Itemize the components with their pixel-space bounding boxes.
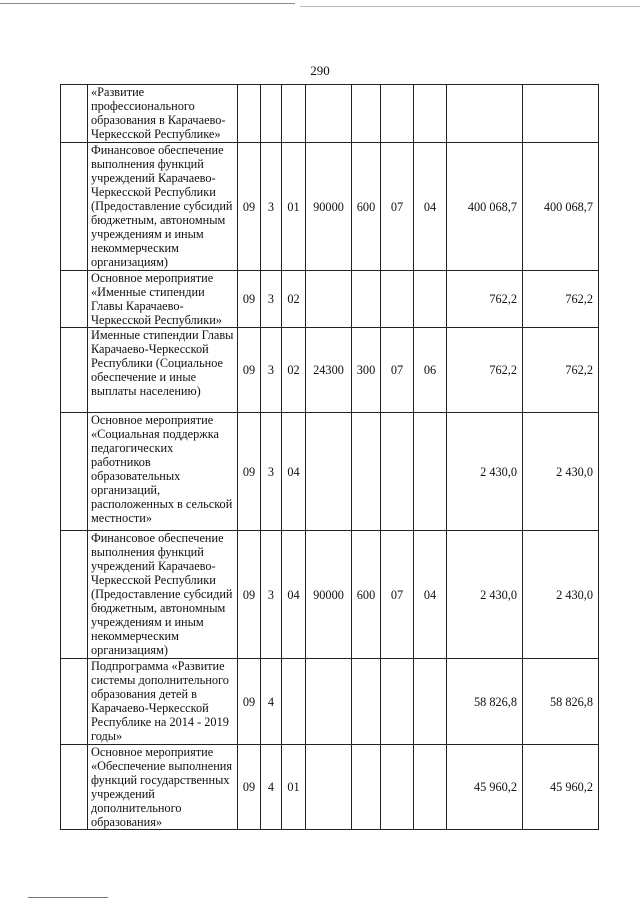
blank-cell xyxy=(61,413,88,531)
table-row xyxy=(61,271,599,328)
row-name-cell: Основное мероприятие «Именные стипендии Главы Карачаево-Черкесской Республики» xyxy=(88,271,238,328)
section-cell: 09 xyxy=(238,745,261,830)
section-cell: 09 xyxy=(238,328,261,413)
subsection-cell: 4 xyxy=(261,659,282,745)
subsection-cell: 3 xyxy=(261,531,282,659)
target-article-cell xyxy=(306,745,352,830)
table-row xyxy=(61,659,599,745)
blank-cell xyxy=(61,531,88,659)
program-cell: 04 xyxy=(282,531,306,659)
division-cell xyxy=(381,85,414,143)
row-name-cell: Именные стипендии Главы Карачаево-Черкесской Республики (Социальное обеспечение и иные выплаты населению) xyxy=(88,328,238,413)
expense-type-cell xyxy=(352,659,381,745)
expense-type-cell xyxy=(352,85,381,143)
amount-cell: 45 960,2 xyxy=(523,745,599,830)
amount-cell: 58 826,8 xyxy=(447,659,523,745)
target-article-cell xyxy=(306,85,352,143)
division-cell xyxy=(381,271,414,328)
expense-type-cell xyxy=(352,271,381,328)
target-article-cell: 90000 xyxy=(306,531,352,659)
division-cell xyxy=(381,413,414,531)
expense-type-cell xyxy=(352,745,381,830)
amount-cell: 58 826,8 xyxy=(523,659,599,745)
scan-edge-line xyxy=(0,3,295,4)
section-cell: 09 xyxy=(238,659,261,745)
amount-cell: 762,2 xyxy=(523,271,599,328)
blank-cell xyxy=(61,143,88,271)
division-cell xyxy=(381,659,414,745)
table-row xyxy=(61,85,599,143)
section-cell: 09 xyxy=(238,271,261,328)
amount-cell: 45 960,2 xyxy=(447,745,523,830)
subdivision-cell xyxy=(414,271,447,328)
subdivision-cell: 04 xyxy=(414,143,447,271)
blank-cell xyxy=(61,85,88,143)
row-name-cell: Финансовое обеспечение выполнения функций учреждений Карачаево-Черкесской Республики (Предоставление субсидий бюджетным, автономным учреждениям и иным некоммерческим организациям) xyxy=(88,143,238,271)
table-row xyxy=(61,143,599,271)
amount-cell: 762,2 xyxy=(447,328,523,413)
section-cell: 09 xyxy=(238,531,261,659)
table-row xyxy=(61,328,599,413)
table-row xyxy=(61,413,599,531)
subsection-cell: 3 xyxy=(261,143,282,271)
row-name-cell: Подпрограмма «Развитие системы дополнительного образования детей в Карачаево-Черкесской Республике на 2014 - 2019 годы» xyxy=(88,659,238,745)
scan-edge-line xyxy=(28,897,108,898)
target-article-cell xyxy=(306,659,352,745)
amount-cell xyxy=(523,85,599,143)
division-cell: 07 xyxy=(381,531,414,659)
table-row xyxy=(61,745,599,830)
program-cell: 01 xyxy=(282,143,306,271)
section-cell: 09 xyxy=(238,143,261,271)
subsection-cell: 4 xyxy=(261,745,282,830)
amount-cell: 2 430,0 xyxy=(447,413,523,531)
amount-cell: 2 430,0 xyxy=(447,531,523,659)
program-cell: 02 xyxy=(282,271,306,328)
program-cell: 01 xyxy=(282,745,306,830)
subdivision-cell: 06 xyxy=(414,328,447,413)
page-number: 290 xyxy=(310,63,330,78)
amount-cell: 762,2 xyxy=(523,328,599,413)
row-name-cell: Основное мероприятие «Обеспечение выполнения функций государственных учреждений дополнительного образования» xyxy=(88,745,238,830)
program-cell: 04 xyxy=(282,413,306,531)
expense-type-cell: 600 xyxy=(352,143,381,271)
subsection-cell xyxy=(261,85,282,143)
section-cell: 09 xyxy=(238,413,261,531)
program-cell: 02 xyxy=(282,328,306,413)
target-article-cell: 24300 xyxy=(306,328,352,413)
expense-type-cell: 600 xyxy=(352,531,381,659)
subdivision-cell xyxy=(414,85,447,143)
blank-cell xyxy=(61,659,88,745)
target-article-cell xyxy=(306,413,352,531)
blank-cell xyxy=(61,328,88,413)
division-cell: 07 xyxy=(381,143,414,271)
target-article-cell: 90000 xyxy=(306,143,352,271)
subsection-cell: 3 xyxy=(261,271,282,328)
expense-type-cell xyxy=(352,413,381,531)
section-cell xyxy=(238,85,261,143)
amount-cell: 400 068,7 xyxy=(523,143,599,271)
division-cell: 07 xyxy=(381,328,414,413)
row-name-cell: Финансовое обеспечение выполнения функций учреждений Карачаево-Черкесской Республики (Предоставление субсидий бюджетным, автономным учреждениям и иным некоммерческим организациям) xyxy=(88,531,238,659)
program-cell xyxy=(282,659,306,745)
subdivision-cell xyxy=(414,413,447,531)
amount-cell: 2 430,0 xyxy=(523,413,599,531)
amount-cell xyxy=(447,85,523,143)
blank-cell xyxy=(61,271,88,328)
subsection-cell: 3 xyxy=(261,413,282,531)
subdivision-cell xyxy=(414,745,447,830)
amount-cell: 400 068,7 xyxy=(447,143,523,271)
subdivision-cell: 04 xyxy=(414,531,447,659)
blank-cell xyxy=(61,745,88,830)
scan-edge-line xyxy=(300,6,640,7)
subdivision-cell xyxy=(414,659,447,745)
target-article-cell xyxy=(306,271,352,328)
row-name-cell: Основное мероприятие «Социальная поддержка педагогических работников образовательных организаций, расположенных в сельской местности» xyxy=(88,413,238,531)
table-row xyxy=(61,531,599,659)
amount-cell: 762,2 xyxy=(447,271,523,328)
division-cell xyxy=(381,745,414,830)
budget-table xyxy=(60,84,599,830)
subsection-cell: 3 xyxy=(261,328,282,413)
row-name-cell: «Развитие профессионального образования в Карачаево-Черкесской Республике» xyxy=(88,85,238,143)
expense-type-cell: 300 xyxy=(352,328,381,413)
amount-cell: 2 430,0 xyxy=(523,531,599,659)
program-cell xyxy=(282,85,306,143)
